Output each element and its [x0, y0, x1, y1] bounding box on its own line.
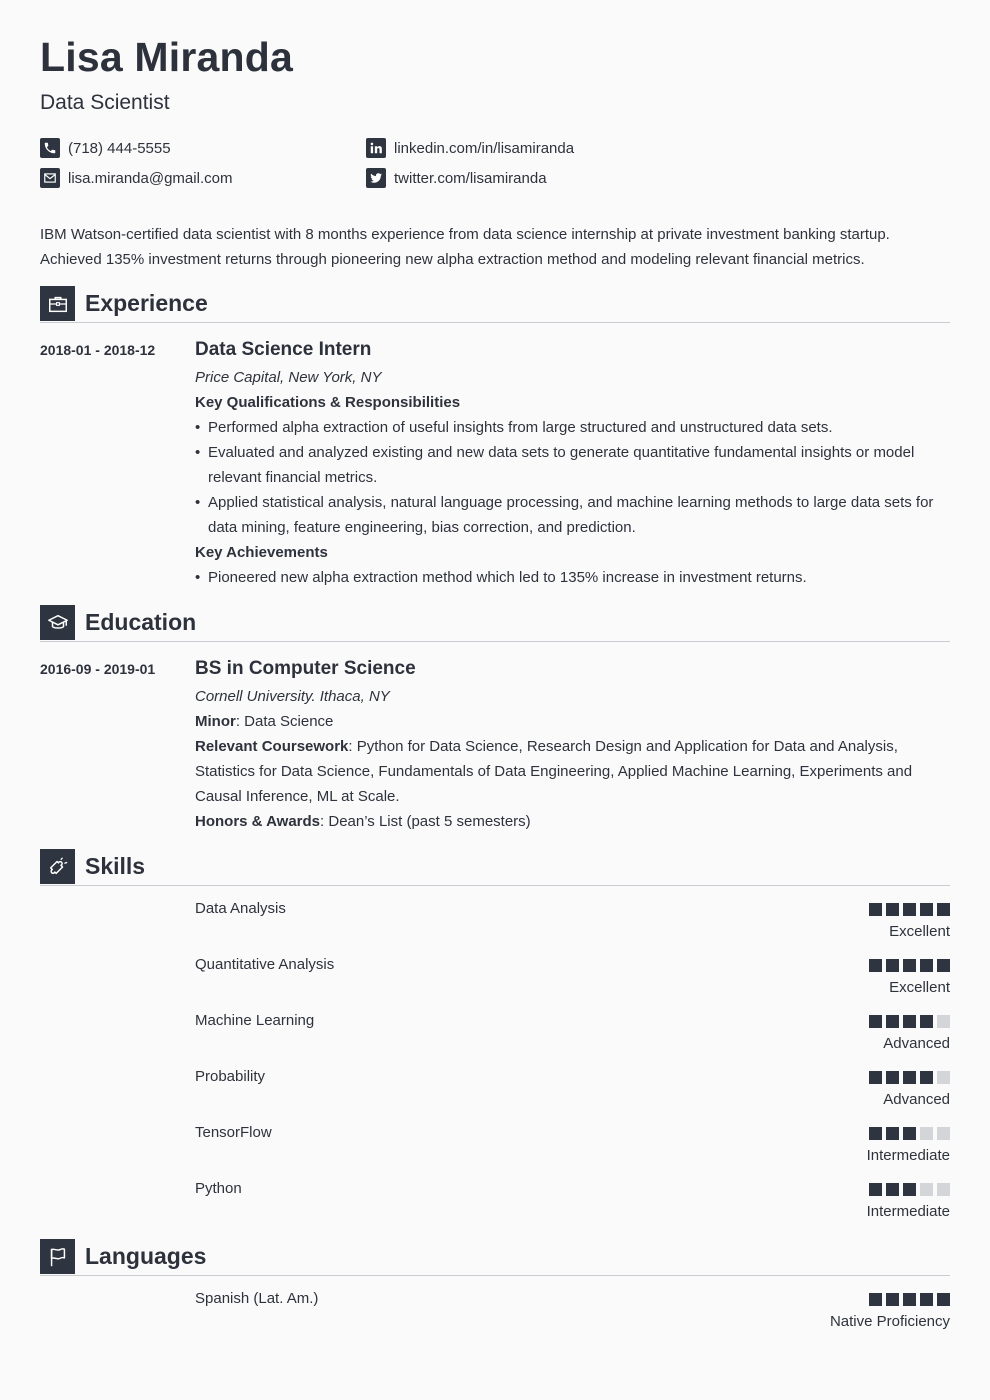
rating-dots	[869, 1015, 950, 1028]
email-icon	[40, 168, 60, 188]
coursework-label: Relevant Coursework	[195, 738, 349, 755]
qualifications-heading: Key Qualifications & Responsibilities	[195, 394, 461, 411]
rating-dot-filled	[869, 1071, 882, 1084]
rating-name: Spanish (Lat. Am.)	[195, 1290, 319, 1307]
rating-dot-filled	[886, 1293, 899, 1306]
rating-row	[195, 1068, 950, 1118]
rating-dot-filled	[903, 1293, 916, 1306]
rating-dot-filled	[869, 1015, 882, 1028]
coursework-value: : Python for Data Science, Research Design and Application for Data and Analysis, Statistics for Data Science, Fundamentals of Data Engineering, Applied Machine Learning, Experiments and Causal Inference, ML at Scale.	[195, 738, 913, 805]
entry-date: 2016-09 - 2019-01	[40, 661, 156, 677]
rating-level: Excellent	[889, 979, 950, 996]
list-item: • Pioneered new alpha extraction method which led to 135% increase in investment returns.	[195, 565, 950, 590]
rating-dot-filled	[869, 1183, 882, 1196]
entry-coursework	[195, 734, 950, 809]
rating-row	[195, 956, 950, 1006]
entry-role: Data Science Intern	[195, 339, 372, 360]
email-text[interactable]: lisa.miranda@gmail.com	[68, 169, 233, 187]
twitter-icon	[366, 168, 386, 188]
rating-name: Probability	[195, 1068, 266, 1085]
rating-row	[195, 1124, 950, 1174]
job-title: Data Scientist	[40, 91, 170, 114]
honors-value: : Dean’s List (past 5 semesters)	[320, 813, 531, 830]
rating-dot-filled	[903, 1183, 916, 1196]
rating-level: Native Proficiency	[829, 1313, 950, 1330]
rating-row	[195, 1180, 950, 1230]
rating-dot-filled	[886, 1071, 899, 1084]
rating-dots	[869, 1127, 950, 1140]
rating-dot-empty	[937, 1071, 950, 1084]
rating-dot-filled	[920, 1015, 933, 1028]
rating-name: Python	[195, 1180, 242, 1197]
skills-section	[40, 849, 950, 1220]
rating-dot-filled	[886, 1015, 899, 1028]
puzzle-icon	[40, 849, 75, 884]
experience-section	[40, 286, 950, 586]
contact-linkedin	[366, 138, 574, 158]
rating-level: Intermediate	[866, 1147, 950, 1164]
rating-row	[195, 900, 950, 950]
rating-name: Quantitative Analysis	[195, 956, 335, 973]
rating-dot-filled	[903, 1127, 916, 1140]
linkedin-text[interactable]: linkedin.com/in/lisamiranda	[394, 139, 575, 157]
contact-twitter	[366, 168, 547, 188]
achievements-heading: Key Achievements	[195, 544, 328, 561]
list-item: • Evaluated and analyzed existing and new data sets to generate quantitative fundamental insights or model relevant financial metrics.	[195, 440, 950, 490]
contact-phone	[40, 138, 171, 158]
rating-dot-empty	[920, 1127, 933, 1140]
entry-degree: BS in Computer Science	[195, 658, 416, 679]
contact-email	[40, 168, 232, 188]
rating-dot-filled	[869, 959, 882, 972]
rating-name: Data Analysis	[195, 900, 286, 917]
linkedin-icon	[366, 138, 386, 158]
section-header	[40, 286, 950, 323]
minor-label: Minor	[195, 713, 236, 730]
rating-level: Advanced	[883, 1035, 950, 1052]
rating-level: Advanced	[883, 1091, 950, 1108]
rating-dot-empty	[937, 1183, 950, 1196]
rating-dot-filled	[869, 1127, 882, 1140]
section-title: Skills	[85, 853, 146, 879]
section-title: Experience	[85, 290, 208, 316]
rating-dots	[869, 959, 950, 972]
entry-honors	[195, 809, 950, 834]
twitter-text[interactable]: twitter.com/lisamiranda	[394, 169, 547, 187]
rating-dot-filled	[903, 903, 916, 916]
rating-dot-filled	[869, 1293, 882, 1306]
rating-dot-filled	[886, 1183, 899, 1196]
phone-text: (718) 444-5555	[68, 139, 171, 157]
rating-dot-empty	[937, 1015, 950, 1028]
rating-dot-filled	[920, 903, 933, 916]
entry-school: Cornell University. Ithaca, NY	[195, 688, 390, 705]
flag-icon	[40, 1239, 75, 1274]
entry-minor	[195, 709, 950, 734]
honors-label: Honors & Awards	[195, 813, 321, 830]
rating-dot-filled	[903, 1071, 916, 1084]
graduation-cap-icon	[40, 605, 75, 640]
candidate-name: Lisa Miranda	[40, 34, 294, 80]
rating-level: Intermediate	[866, 1203, 950, 1220]
briefcase-icon	[40, 286, 75, 321]
rating-dots	[869, 903, 950, 916]
rating-dot-filled	[920, 1071, 933, 1084]
rating-level: Excellent	[889, 923, 950, 940]
rating-dot-filled	[903, 1015, 916, 1028]
rating-dot-filled	[869, 903, 882, 916]
rating-row	[195, 1290, 950, 1340]
rating-dots	[869, 1071, 950, 1084]
phone-icon	[40, 138, 60, 158]
rating-dot-filled	[937, 1293, 950, 1306]
section-title: Languages	[85, 1243, 207, 1269]
rating-dot-filled	[920, 959, 933, 972]
rating-name: TensorFlow	[195, 1124, 272, 1141]
rating-dots	[869, 1183, 950, 1196]
rating-dot-filled	[886, 959, 899, 972]
rating-name: Machine Learning	[195, 1012, 315, 1029]
rating-dot-empty	[937, 1127, 950, 1140]
section-header	[40, 605, 950, 642]
section-header	[40, 1239, 950, 1276]
rating-row	[195, 1012, 950, 1062]
list-item: • Applied statistical analysis, natural language processing, and machine learning methods to large data sets for data mining, feature engineering, bias correction, and prediction.	[195, 490, 950, 540]
languages-section	[40, 1239, 950, 1330]
rating-dot-filled	[903, 959, 916, 972]
section-header	[40, 849, 950, 886]
list-item: • Performed alpha extraction of useful insights from large structured and unstructured data sets.	[195, 415, 950, 440]
rating-dot-filled	[937, 903, 950, 916]
rating-dot-filled	[886, 903, 899, 916]
rating-dot-filled	[937, 959, 950, 972]
education-section	[40, 605, 950, 830]
rating-dot-filled	[886, 1127, 899, 1140]
section-title: Education	[85, 609, 197, 635]
minor-value: : Data Science	[235, 713, 334, 730]
rating-dot-filled	[920, 1293, 933, 1306]
rating-dots	[869, 1293, 950, 1306]
profile-summary: IBM Watson-certified data scientist with 8 months experience from data science internship at private investment banking startup. Achieved 135% investment returns through pioneering new alpha extraction method and modeling relevant financial metrics.	[40, 226, 890, 268]
entry-company: Price Capital, New York, NY	[195, 369, 382, 386]
rating-dot-empty	[920, 1183, 933, 1196]
entry-date: 2018-01 - 2018-12	[40, 342, 156, 358]
